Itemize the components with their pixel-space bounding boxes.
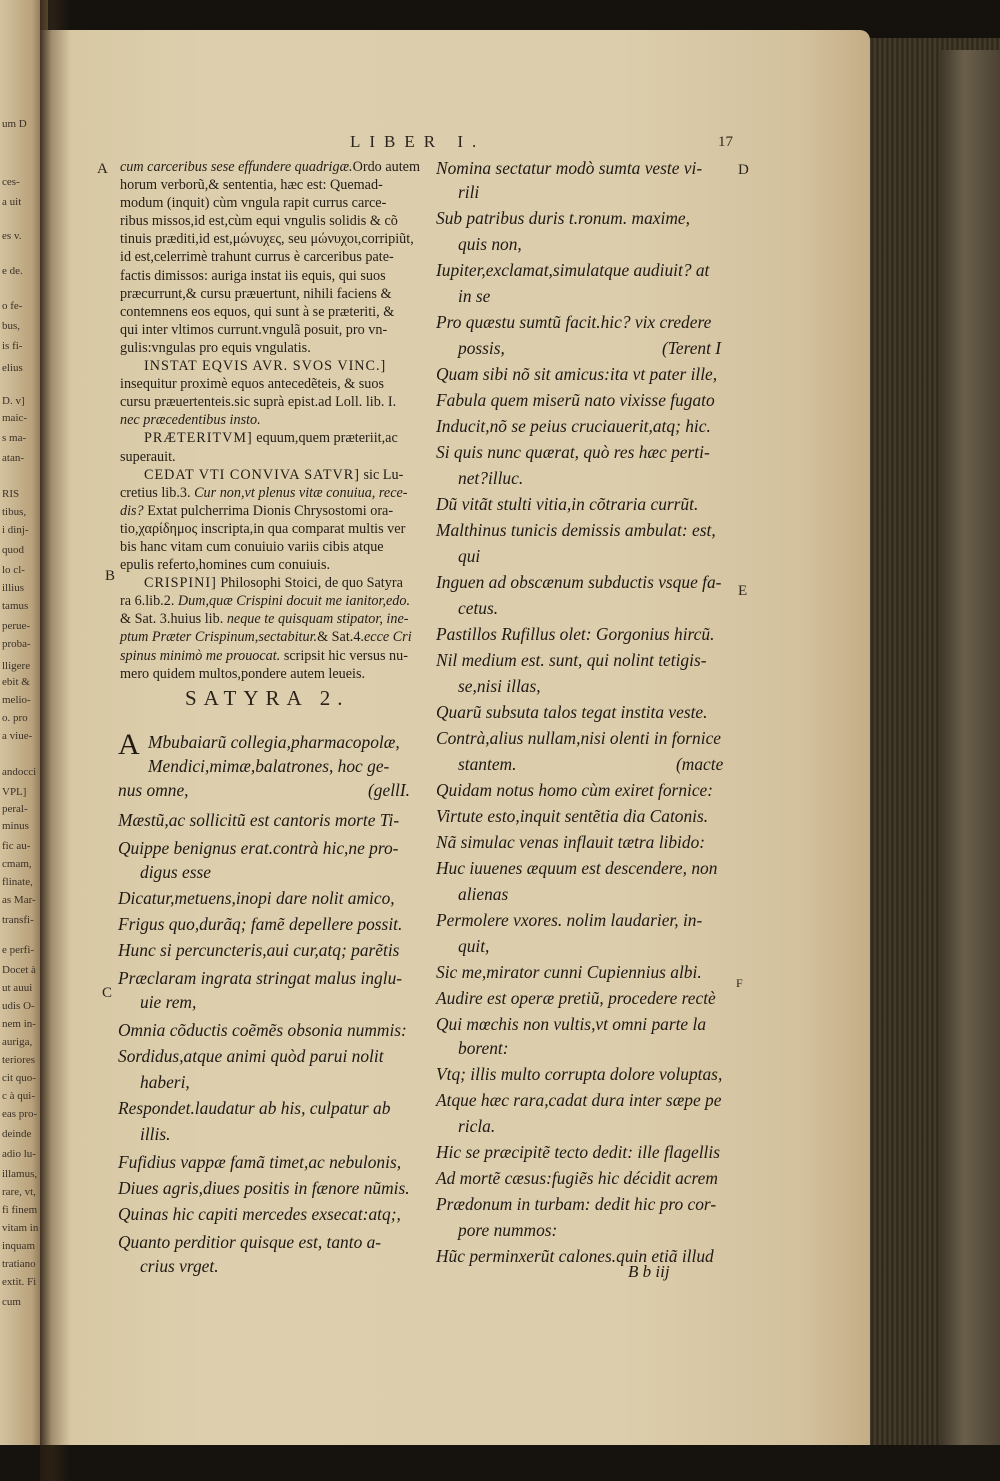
commentary-text: ribus missos,id est,cùm equi vngulis solidis & cõ	[120, 213, 398, 230]
previous-page-fragment: VPL]	[2, 786, 27, 798]
commentary-line	[120, 556, 422, 574]
commentary-line	[120, 429, 422, 447]
commentary-line	[120, 665, 422, 683]
verse-line: Ad mortẽ cæsus:fugiẽs hic décidit acrem	[436, 1168, 718, 1188]
commentary-line	[120, 466, 422, 484]
verse-line: Malthinus tunicis demissis ambulat: est,	[436, 520, 716, 540]
verse-line: Diues agris,diues positis in fænore nũmis.	[118, 1178, 410, 1198]
previous-page-fragment: es v.	[2, 230, 22, 242]
verse-line: se,nisi illas,	[458, 676, 541, 696]
verse-line: Dicatur,metuens,inopi dare nolit amico,	[118, 888, 395, 908]
previous-page-fragment: teriores	[2, 1054, 35, 1066]
verse-line: Fufidius vappæ famã timet,ac nebulonis,	[118, 1152, 402, 1172]
previous-page-fragment: as Mar-	[2, 894, 36, 906]
commentary-text: INSTAT EQVIS AVR. SVOS VINC.]	[144, 358, 387, 375]
commentary-text: præcurrunt,& cursu præuertunt, nihili faciens &	[120, 285, 392, 302]
verse-line: Pro quæstu sumtũ facit.hic? vix credere	[436, 312, 712, 332]
previous-page-fragment: i dinj-	[2, 524, 29, 536]
previous-page-fragment: transfi-	[2, 914, 34, 926]
commentary-line	[120, 303, 422, 321]
commentary-tail: sic Lu-	[359, 466, 404, 483]
verse-line: Mæstũ,ac sollicitũ est cantoris morte Ti-	[118, 810, 400, 830]
verse-line: Iupiter,exclamat,simulatque audiuit? at	[436, 260, 710, 280]
previous-page-fragment: eas pro-	[2, 1108, 38, 1120]
verse-line: Mendici,mimæ,balatrones, hoc ge-	[148, 756, 390, 776]
verse-line: net?illuc.	[458, 468, 524, 488]
verse-line: Quidam notus homo cùm exiret fornice:	[436, 780, 714, 800]
previous-page-fragment: fi finem	[2, 1204, 38, 1216]
verse-line: Quarũ subsuta talos tegat instita veste.	[436, 702, 708, 722]
verse-line: Inducit,nõ se peius cruciauerit,atq; hic.	[436, 416, 711, 436]
verse-line: Mbubaiarũ collegia,pharmacopolæ,	[148, 732, 400, 752]
gutter-shadow	[40, 0, 70, 1481]
verse-line: rili	[458, 182, 480, 202]
commentary-text: gulis:vngulas pro equis vngulatis.	[120, 339, 311, 356]
verse-line: Respondet.laudatur ab his, culpatur ab	[118, 1098, 391, 1118]
commentary-text: insequitur proximè equos antecedẽteis, & suos	[120, 376, 384, 393]
previous-page-fragment: tibus,	[2, 506, 27, 518]
verse-line: haberi,	[140, 1072, 190, 1092]
commentary-text: modum (inquit) cùm vngula rapit currus carce-	[120, 195, 387, 212]
verse-line: Quam sibi nõ sit amicus:ita vt pater ille,	[436, 364, 718, 384]
commentary-text: tinuis præditi,id est,μώνυχες, seu μώνυχοι,corripiũt,	[120, 231, 414, 248]
previous-page-fragment: cmam,	[2, 858, 32, 870]
verse-line: borent:	[458, 1038, 509, 1058]
verse-line: Hic se præcipitẽ tecto dedit: ille flagellis	[436, 1142, 720, 1162]
commentary-text: id est,celerrimè trahunt currus è carceribus pate-	[120, 249, 394, 266]
previous-page-fragment: elius	[2, 362, 23, 374]
book-fore-edge	[940, 50, 1000, 1445]
commentary-text: cursu præuertenteis.sic suprà epist.ad Loll. lib. I.	[120, 394, 397, 411]
verse-line: Qui mœchis non vultis,vt omni parte la	[436, 1014, 707, 1034]
previous-page-fragment: quod	[2, 544, 24, 556]
previous-page-fragment: melio-	[2, 694, 31, 706]
verse-line: Vtq; illis multo corrupta dolore voluptas,	[436, 1064, 723, 1084]
verse-line: Huc iuuenes æquum est descendere, non	[436, 858, 718, 878]
drop-cap: A	[118, 728, 140, 761]
commentary-text: mero quidem multos,pondere autem leueis.	[120, 665, 366, 682]
verse-line: uie rem,	[140, 992, 197, 1012]
previous-page-fragment: inquam	[2, 1240, 35, 1252]
signature-mark: B b iij	[628, 1262, 670, 1281]
verse-line: quis non,	[458, 234, 522, 254]
commentary-text: superauit.	[120, 448, 176, 465]
commentary-tail: Extat pulcherrima Dionis Chrysostomi ora-	[143, 502, 394, 519]
verse-line: Hunc si percuncteris,aui cur,atq; parẽtis	[118, 940, 400, 960]
previous-page-fragment: proba-	[2, 638, 31, 650]
bottom-shadow	[0, 1445, 1000, 1481]
commentary-text: bis hanc vitam cum conuiuio variis cibis atque	[120, 538, 384, 555]
commentary-text: tio,χαρίδημος inscripta,in qua comparat multis ver	[120, 520, 406, 537]
margin-letter-e: E	[738, 583, 748, 599]
verse-line: digus esse	[140, 862, 212, 882]
previous-page-fragment: udis O-	[2, 1000, 35, 1012]
commentary-quote: Cur non,vt plenus vitæ conuiua, rece-	[190, 484, 408, 501]
verse-line: Contrà,alius nullam,nisi olenti in fornice	[436, 728, 722, 748]
verse-line: Sub patribus duris t.ronum. maxime,	[436, 208, 690, 228]
previous-page-fragment: maic-	[2, 412, 28, 424]
commentary-line	[120, 520, 422, 538]
previous-page-fragment: minus	[2, 820, 29, 832]
commentary-text: ptum Præter Crispinum,sectabitur.	[120, 629, 318, 646]
verse-line: Si quis nunc quærat, quò res hæc perti-	[436, 442, 710, 462]
previous-page-fragment: tratiano	[2, 1258, 36, 1270]
previous-page-fragment: nem in-	[2, 1018, 36, 1030]
previous-page-fragment: RIS	[2, 488, 20, 500]
verse-line: Virtute esto,inquit sentẽtia dia Catonis.	[436, 806, 709, 826]
previous-page-fragment: illamus,	[2, 1168, 38, 1180]
verse-line: Quippe benignus erat.contrà hic,ne pro-	[118, 838, 399, 858]
commentary-line	[120, 158, 422, 176]
commentary-text: ra 6.lib.2.	[120, 593, 175, 610]
previous-page-fragment: is fi-	[2, 340, 23, 352]
previous-page-fragment: a viue-	[2, 730, 33, 742]
previous-page-fragment: c à qui-	[2, 1090, 35, 1102]
verse-line: Præclaram ingrata stringat malus inglu-	[118, 968, 403, 988]
commentary-line	[120, 538, 422, 556]
previous-page-fragment: tamus	[2, 600, 29, 612]
commentary-line	[120, 411, 422, 429]
previous-page-fragment: perue-	[2, 620, 31, 632]
commentary-text: & Sat. 3.huius lib.	[120, 611, 224, 628]
page-number: 17	[718, 134, 733, 150]
commentary-tail: scripsit hic versus nu-	[280, 647, 408, 664]
previous-page-fragment: ces-	[2, 176, 20, 188]
previous-page-fragment: illius	[2, 582, 25, 594]
verse-line: Permolere vxores. nolim laudarier, in-	[436, 910, 703, 930]
verse-line: quit,	[458, 936, 490, 956]
commentary-quote: neque te quisquam stipator, ine-	[223, 611, 409, 628]
previous-page-fragment: ut auui	[2, 982, 33, 994]
margin-letter-b: B	[105, 568, 116, 584]
commentary-tail: Ordo autem	[352, 159, 420, 175]
commentary-text: dis?	[120, 502, 144, 519]
verse-line: Inguen ad obscænum subductis vsque fa-	[436, 572, 722, 592]
verse-line: Quinas hic capiti mercedes exsecat:atq;,	[118, 1204, 401, 1224]
commentary-line	[120, 574, 422, 592]
commentary-text: contemnens eos equos, qui sunt à se præteriti, &	[120, 303, 395, 320]
commentary-line	[120, 502, 422, 520]
commentary-column	[120, 158, 422, 683]
commentary-line	[120, 267, 422, 285]
verse-line: Nomina sectatur modò sumta veste vi-	[436, 158, 703, 178]
previous-page-fragment: bus,	[2, 320, 21, 332]
previous-page-fragment: e perfi-	[2, 944, 35, 956]
commentary-line	[120, 448, 422, 466]
verse-line: Sic me,mirator cunni Cupiennius albi.	[436, 962, 702, 982]
commentary-text: cretius lib.3.	[120, 484, 191, 501]
verse-line: nus omne,	[118, 780, 189, 800]
previous-page-fragment: D. v]	[2, 395, 25, 407]
verse-line: (gellI.	[368, 780, 411, 800]
commentary-quote: Dum,quæ Crispini docuit me ianitor,edo.	[174, 593, 411, 610]
commentary-line	[120, 375, 422, 393]
commentary-line	[120, 592, 422, 610]
commentary-line	[120, 248, 422, 266]
previous-page-fragment: um D	[2, 118, 27, 130]
previous-page-fragment: atan-	[2, 452, 24, 464]
verse-line: crius vrget.	[140, 1256, 219, 1276]
commentary-line	[120, 321, 422, 339]
previous-page-fragment: extit. Fi	[2, 1276, 37, 1288]
previous-page-fragment: ebit &	[2, 676, 30, 688]
verse-line: pore nummos:	[458, 1220, 558, 1240]
commentary-tail: Philosophi Stoici, de quo Satyra	[216, 575, 403, 592]
previous-page-fragment: lo cl-	[2, 564, 25, 576]
running-head: LIBER I.	[350, 132, 486, 151]
commentary-line	[120, 647, 422, 665]
verse-line: Quanto perditior quisque est, tanto a-	[118, 1232, 382, 1252]
verse-line: Frigus quo,durãq; famẽ depellere possit.	[118, 914, 403, 934]
verse-line: possis,	[458, 338, 505, 358]
commentary-text: horum verborũ,& sententia, hæc est: Quemad-	[120, 177, 383, 194]
verse-line: Nã simulac venas inflauit tætra libido:	[436, 832, 706, 852]
previous-page-fragment: s ma-	[2, 432, 27, 444]
commentary-line	[120, 393, 422, 411]
previous-page-fragment: peral-	[2, 803, 28, 815]
verse-line: Nil medium est. sunt, qui nolint tetigis-	[436, 650, 707, 670]
commentary-quote: ecce Cri	[363, 629, 412, 646]
verse-line: in se	[458, 286, 491, 306]
commentary-text: CEDAT VTI CONVIVA SATVR]	[144, 466, 360, 483]
commentary-line	[120, 484, 422, 502]
commentary-text: epulis referto,homines cum conuiuis.	[120, 557, 331, 574]
commentary-line	[120, 339, 422, 357]
commentary-line	[120, 285, 422, 303]
verse-line: Hũc perminxerũt calones.quin etiã illud	[436, 1246, 714, 1266]
previous-page-fragment: o fe-	[2, 300, 23, 312]
previous-page-fragment: rare, vt,	[2, 1186, 36, 1198]
margin-letter-f: F	[736, 976, 743, 990]
verse-line: (macte	[676, 754, 724, 774]
previous-page-fragment: a uit	[2, 196, 22, 208]
previous-page-fragment: Docet à	[2, 964, 36, 976]
commentary-tail: & Sat.4.	[317, 629, 364, 646]
verse-line: Atque hæc rara,cadat dura inter sæpe pe	[436, 1090, 722, 1110]
previous-page-fragment: vitam in	[2, 1222, 39, 1234]
commentary-line	[120, 357, 422, 375]
verse-line: ricla.	[458, 1116, 496, 1136]
verse-line: illis.	[140, 1124, 171, 1144]
margin-letter-c: C	[102, 985, 113, 1001]
verse-line: Sordidus,atque animi quòd parui nolit	[118, 1046, 384, 1066]
previous-page-fragment: auriga,	[2, 1036, 33, 1048]
verse-line: Pastillos Rufillus olet: Gorgonius hircũ.	[436, 624, 715, 644]
verse-line: Fabula quem miserũ nato vixisse fugato	[436, 390, 715, 410]
margin-letter-d: D	[738, 162, 749, 178]
commentary-text: spinus minimò me prouocat.	[120, 647, 281, 664]
commentary-line	[120, 610, 422, 628]
previous-page-fragment: e de.	[2, 265, 23, 277]
previous-page-fragment: adio lu-	[2, 1148, 36, 1160]
commentary-text: PRÆTERITVM]	[144, 430, 253, 447]
previous-page-fragment: o. pro	[2, 712, 28, 724]
verse-line: Prædonum in turbam: dedit hic pro cor-	[436, 1194, 717, 1214]
verse-line: (Terent I	[662, 338, 722, 358]
commentary-line	[120, 212, 422, 230]
commentary-line	[120, 176, 422, 194]
commentary-line	[120, 230, 422, 248]
commentary-text: cum carceribus sese effundere quadrigæ.	[120, 159, 353, 175]
margin-letter-a: A	[97, 161, 108, 177]
commentary-text: nec præcedentibus insto.	[120, 412, 261, 429]
previous-page-fragment: lligere	[2, 660, 31, 672]
previous-page-fragment: deinde	[2, 1128, 32, 1140]
commentary-line	[120, 194, 422, 212]
verse-line: stantem.	[458, 754, 517, 774]
verse-line: Audire est operæ pretiũ, procedere rectè	[436, 988, 716, 1008]
commentary-text: qui inter vltimos currunt.vngulã posuit, pro vn-	[120, 321, 388, 338]
commentary-text: CRISPINI]	[144, 575, 217, 592]
previous-page-fragment: andocci	[2, 766, 37, 778]
verse-line: cetus.	[458, 598, 499, 618]
previous-page-fragment: fic au-	[2, 840, 31, 852]
previous-page-fragment: flinate,	[2, 876, 33, 888]
commentary-tail: equum,quem præteriit,ac	[252, 430, 398, 447]
previous-page-fragment: cum	[2, 1296, 21, 1308]
satyra-heading: SATYRA 2.	[185, 686, 350, 710]
verse-line: Dũ vitãt stulti vitia,in cõtraria currũt.	[436, 494, 699, 514]
previous-page-fragment: cit quo-	[2, 1072, 36, 1084]
commentary-text: factis dimissos: auriga instat iis equis, qui suos	[120, 267, 386, 284]
commentary-line	[120, 628, 422, 646]
verse-line: Omnia cõductis coẽmẽs obsonia nummis:	[118, 1020, 407, 1040]
verse-line: alienas	[458, 884, 509, 904]
verse-line: qui	[458, 546, 481, 566]
